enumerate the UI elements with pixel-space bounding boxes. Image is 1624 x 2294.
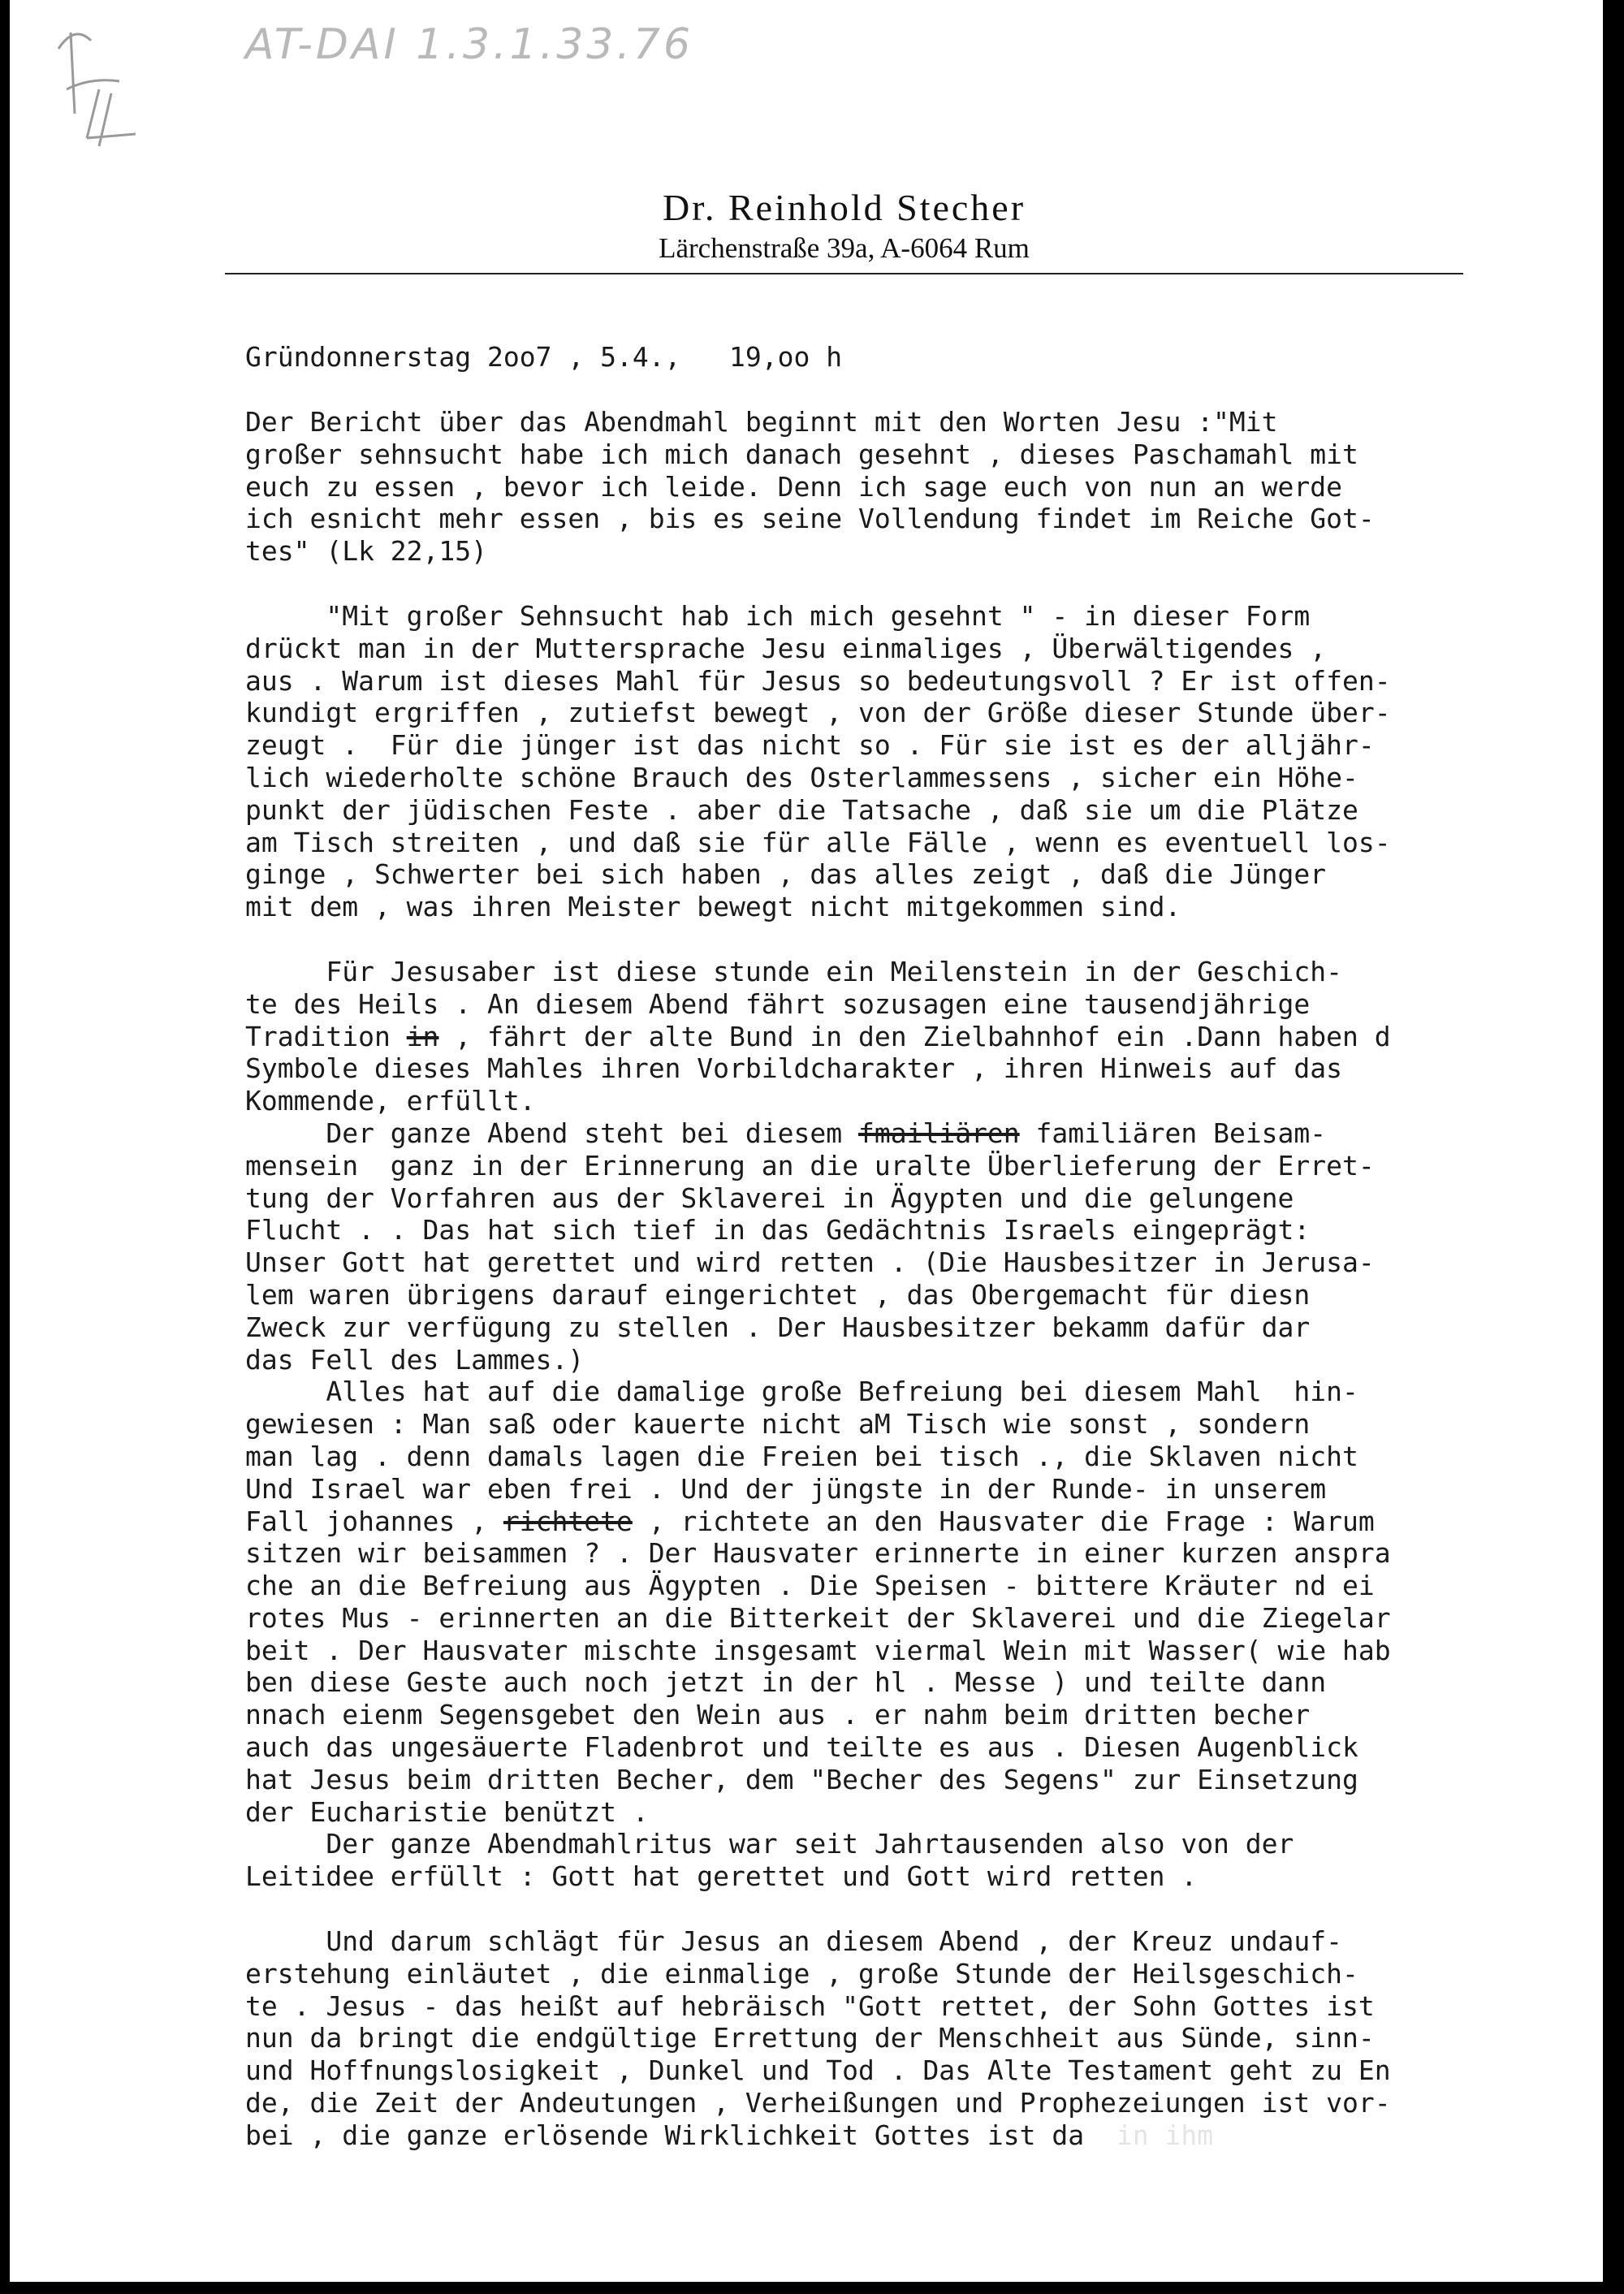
text-line: aus . Warum ist dieses Mahl für Jesus so bedeutungsvoll ? Er ist offen- (245, 664, 1391, 697)
text-line: euch zu essen , bevor ich leide. Denn ich sage euch von nun an werde (245, 470, 1343, 503)
text-line: Und Israel war eben frei . Und der jüngste in der Runde- in unserem (245, 1472, 1327, 1505)
text-line: bei , die ganze erlösende Wirklichkeit Gottes ist da in ihm (245, 2119, 1214, 2151)
text-line: che an die Befreiung aus Ägypten . Die Speisen - bittere Kräuter nd ei (245, 1570, 1375, 1602)
letterhead-rule (225, 273, 1463, 274)
text-line: Zweck zur verfügung zu stellen . Der Hausbesitzer bekamm dafür dar (245, 1311, 1311, 1343)
text-line: beit . Der Hausvater mischte insgesamt viermal Wein mit Wasser( wie hab (245, 1634, 1391, 1666)
text-line: lem waren übrigens darauf eingerichtet , das Obergemacht für diesn (245, 1278, 1311, 1311)
text-line: Für Jesusaber ist diese stunde ein Meilenstein in der Geschich- (245, 955, 1343, 987)
text-line: Leitidee erfüllt : Gott hat gerettet und Gott wird retten . (245, 1860, 1198, 1893)
struck-text: fmailiären (857, 1117, 1020, 1149)
text-line: gewiesen : Man saß oder kauerte nicht aM Tisch wie sonst , sondern (245, 1408, 1311, 1441)
text-line: nnach eienm Segensgebet den Wein aus . er nahm beim dritten becher (245, 1699, 1311, 1731)
text-line: auch das ungesäuerte Fladenbrot und teilte es aus . Diesen Augenblick (245, 1731, 1358, 1764)
paragraph-2 (245, 600, 1603, 923)
text-line: nun da bringt die endgültige Errettung der Menschheit aus Sünde, sinn- (245, 2022, 1375, 2054)
text-line: tes" (Lk 22,15) (245, 535, 488, 568)
text-line: Kommende, erfüllt. (245, 1085, 536, 1117)
text-line: Der Bericht über das Abendmahl beginnt mit den Worten Jesu :"Mit (245, 406, 1278, 438)
faint-text: in ihm (1084, 2119, 1214, 2151)
date-line: Gründonnerstag 2oo7 , 5.4., 19,oo h (245, 341, 843, 373)
text-line: de, die Zeit der Andeutungen , Verheißungen und Prophezeiungen ist vor- (245, 2087, 1391, 2119)
text-line: man lag . denn damals lagen die Freien bei tisch ., die Sklaven nicht (245, 1440, 1358, 1472)
text-line: Symbole dieses Mahles ihren Vorbildcharakter , ihren Hinweis auf das (245, 1052, 1343, 1085)
text-line: punkt der jüdischen Feste . aber die Tatsache , daß sie um die Plätze (245, 793, 1358, 826)
letter-body (245, 406, 1603, 2152)
text-line: das Fell des Lammes.) (245, 1343, 585, 1376)
letterhead (225, 185, 1463, 266)
paragraph-3 (245, 956, 1603, 1893)
text-line: hat Jesus beim dritten Becher, dem "Becher des Segens" zur Einsetzung (245, 1763, 1358, 1795)
text-line: lich wiederholte schöne Brauch des Osterlammessens , sicher ein Höhe- (245, 761, 1358, 793)
text-line: und Hoffnungslosigkeit , Dunkel und Tod . Das Alte Testament geht zu En (245, 2054, 1391, 2087)
text-line: "Mit großer Sehnsucht hab ich mich gesehnt " - in dieser Form (245, 599, 1311, 632)
text-line: der Eucharistie benützt . (245, 1795, 649, 1828)
scan-border-bottom (0, 2282, 1624, 2294)
text-line: Alles hat auf die damalige große Befreiung bei diesem Mahl hin- (245, 1376, 1358, 1408)
paragraph-4 (245, 1925, 1603, 2119)
text-line: ich esnicht mehr essen , bis es seine Vollendung findet im Reiche Got- (245, 503, 1375, 535)
struck-text: richtete (503, 1505, 633, 1537)
text-line: ginge , Schwerter bei sich haben , das alles zeigt , daß die Jünger (245, 858, 1327, 891)
text-line: am Tisch streiten , und daß sie für alle Fälle , wenn es eventuell los- (245, 826, 1391, 858)
handwritten-initials (42, 16, 156, 154)
text-line: te des Heils . An diesem Abend fährt sozusagen eine tausendjährige (245, 987, 1311, 1020)
text-line: Und darum schlägt für Jesus an diesem Abend , der Kreuz undauf- (245, 1925, 1343, 1958)
text-line: drückt man in der Muttersprache Jesu einmaliges , Überwältigendes , (245, 632, 1327, 664)
text-line: mensein ganz in der Erinnerung an die uralte Überlieferung der Erret- (245, 1149, 1375, 1182)
paragraph-3-end (245, 1537, 1603, 1893)
text-line: kundigt ergriffen , zutiefst bewegt , von der Größe dieser Stunde über- (245, 697, 1391, 729)
text-line: tung der Vorfahren aus der Sklaverei in Ägypten und die gelungene (245, 1182, 1294, 1214)
scan-border-right (1603, 0, 1624, 2294)
text-line: rotes Mus - erinnerten an die Bitterkeit der Sklaverei und die Ziegelar (245, 1601, 1391, 1634)
text-line: Flucht . . Das hat sich tief in das Gedächtnis Israels eingeprägt: (245, 1214, 1311, 1246)
paragraph-1 (245, 406, 1603, 568)
text-line: Fall johannes , richtete , richtete an den Hausvater die Frage : Warum (245, 1505, 1375, 1537)
document-page (10, 0, 1603, 2282)
text-line: Der ganze Abendmahlritus war seit Jahrtausenden also von der (245, 1828, 1294, 1860)
text-line: zeugt . Für die jünger ist das nicht so . Für sie ist es der alljähr- (245, 729, 1375, 762)
text-line: großer sehnsucht habe ich mich danach gesehnt , dieses Paschamahl mit (245, 438, 1358, 470)
text-line: Tradition in , fährt der alte Bund in den Zielbahnhof ein .Dann haben d (245, 1020, 1391, 1052)
letterhead-name: Dr. Reinhold Stecher (662, 187, 1026, 228)
letterhead-address: Lärchenstraße 39a, A-6064 Rum (659, 232, 1030, 264)
archive-shelfmark: AT-DAI 1.3.1.33.76 (245, 20, 694, 69)
text-line: Der ganze Abend steht bei diesem fmailiären familiären Beisam- (245, 1117, 1327, 1149)
struck-text: in (406, 1020, 439, 1052)
text-line: ben diese Geste auch noch jetzt in der hl . Messe ) und teilte dann (245, 1666, 1327, 1699)
text-line: mit dem , was ihren Meister bewegt nicht mitgekommen sind. (245, 891, 1181, 923)
text-line: te . Jesus - das heißt auf hebräisch "Gott rettet, der Sohn Gottes ist (245, 1989, 1375, 2022)
text-line: sitzen wir beisammen ? . Der Hausvater erinnerte in einer kurzen anspra (245, 1537, 1391, 1570)
text-line: erstehung einläutet , die einmalige , große Stunde der Heilsgeschich- (245, 1957, 1358, 1989)
text-line: Unser Gott hat gerettet und wird retten . (Die Hausbesitzer in Jerusa- (245, 1246, 1375, 1279)
paragraph-3-continued (245, 1150, 1603, 1506)
